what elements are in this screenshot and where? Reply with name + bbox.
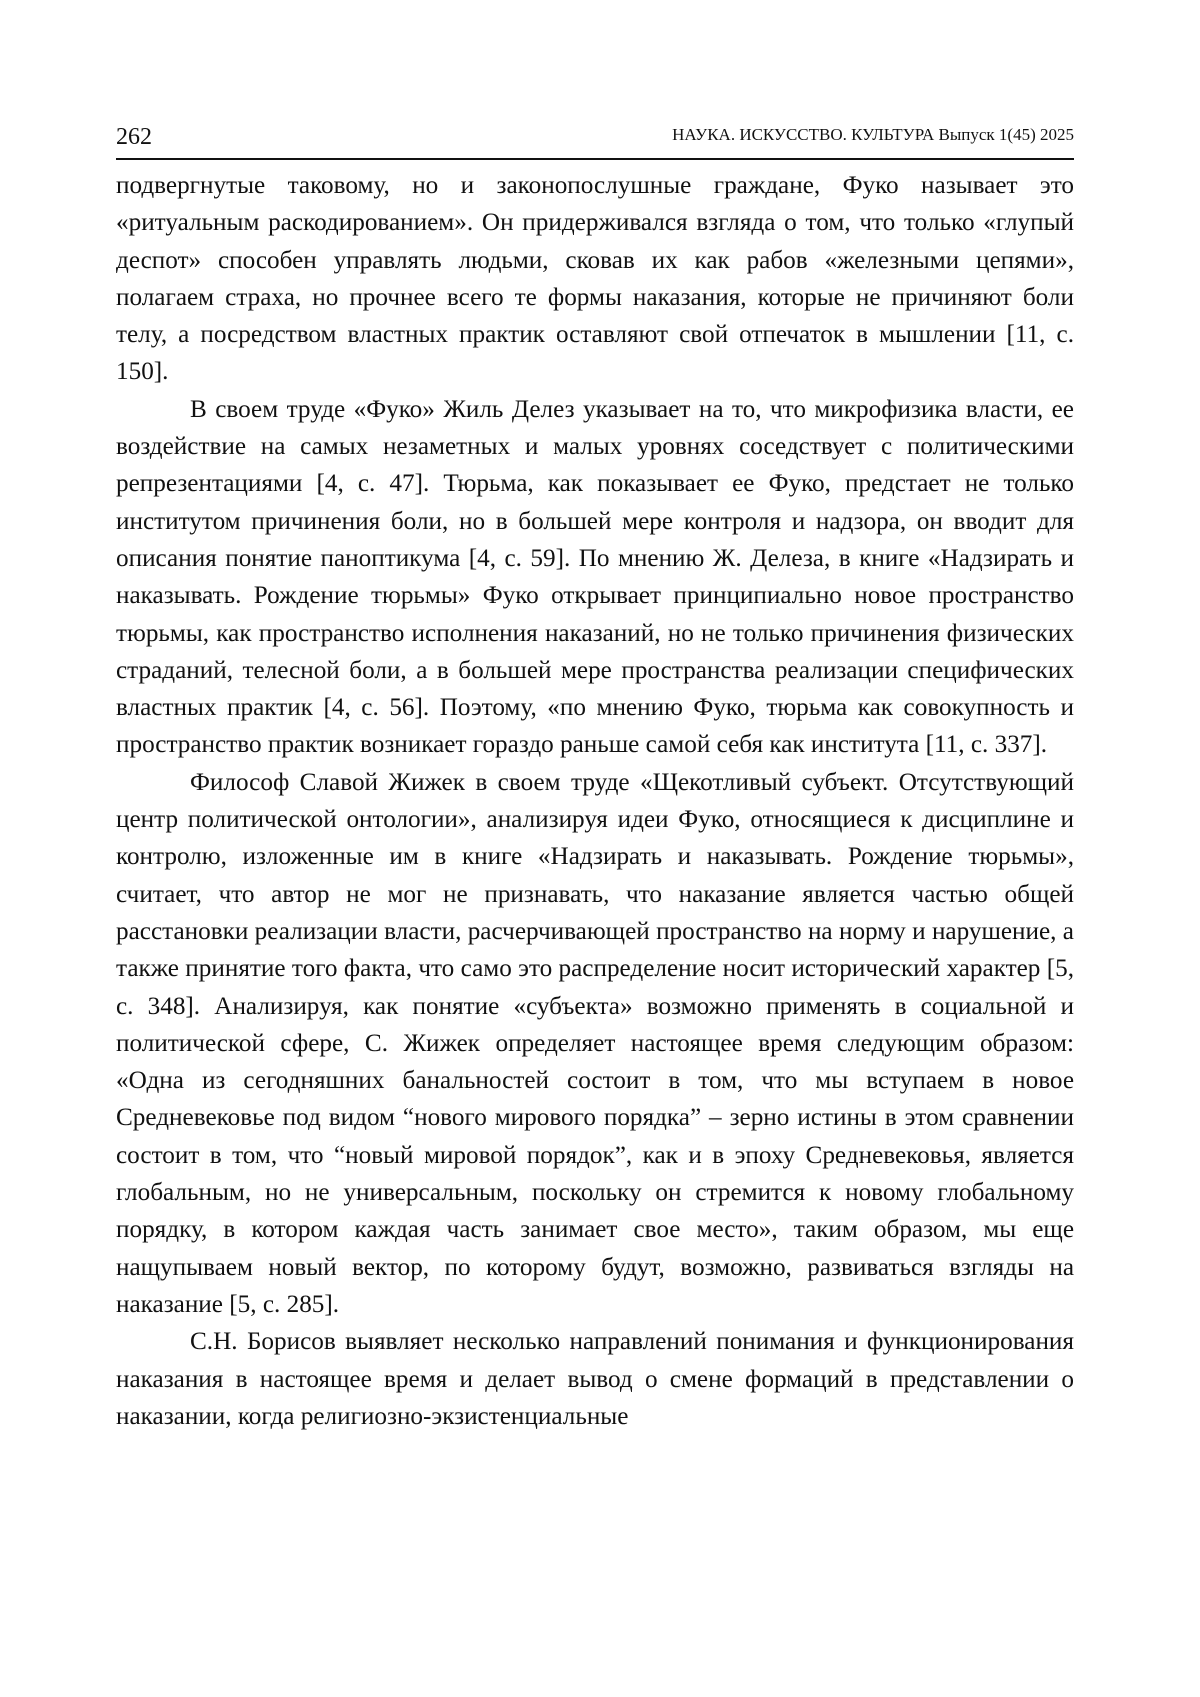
paragraph: В своем труде «Фуко» Жиль Делез указывает на то, что микрофизика власти, ее воздействие на самых незаметных и малых уровнях соседствует с политическими репрезентациями [4, с. 47]. Тюрьма, как показывает ее Фуко, предстает не только институтом причинения боли, но в большей мере контроля и надзора, он вводит для описания понятие паноптикума [4, с. 59]. По мнению Ж. Делеза, в книге «Надзирать и наказывать. Рождение тюрьмы» Фуко открывает принципиально новое пространство тюрьмы, как пространство исполнения наказаний, но не только причинения физических страданий, телесной боли, а в большей мере пространства реализации специфических властных практик [4, с. 56]. Поэтому, «по мнению Фуко, тюрьма как совокупность и пространство практик возникает гораздо раньше самой себя как института [11, с. 337]. bbox=[116, 395, 1074, 759]
page-number: 262 bbox=[116, 124, 152, 150]
paragraph: С.Н. Борисов выявляет несколько направлений понимания и функционирования наказания в настоящее время и делает вывод о смене формаций в представлении о наказании, когда религиозно-экзистенциальные bbox=[116, 1328, 1074, 1430]
paragraph: подвергнутые таковому, но и законопослушные граждане, Фуко называет это «ритуальным раскодированием». Он придерживался взгляда о том, что только «глупый деспот» способен управлять людьми, сковав их как рабов «железными цепями», полагаем страха, но прочнее всего те формы наказания, которые не причиняют боли телу, а посредством властных практик оставляют свой отпечаток в мышлении [11, с. 150]. bbox=[116, 172, 1074, 386]
journal-title: НАУКА. ИСКУССТВО. КУЛЬТУРА Выпуск 1(45) 2025 bbox=[672, 125, 1074, 144]
running-header bbox=[116, 118, 1074, 160]
article-body bbox=[116, 167, 1074, 1435]
paragraph: Философ Славой Жижек в своем труде «Щекотливый субъект. Отсутствующий центр политической онтологии», анализируя идеи Фуко, относящиеся к дисциплине и контролю, изложенные им в книге «Надзирать и наказывать. Рождение тюрьмы», считает, что автор не мог не признавать, что наказание является частью общей расстановки реализации власти, расчерчивающей пространство на норму и нарушение, а также принятие того факта, что само это распределение носит исторический характер [5, с. 348]. Анализируя, как понятие «субъекта» возможно применять в социальной и политической сфере, С. Жижек определяет настоящее время следующим образом: «Одна из сегодняшних банальностей состоит в том, что мы вступаем в новое Средневековье под видом “нового мирового порядка” – зерно истины в этом сравнении состоит в том, что “новый мировой порядок”, как и в эпоху Средневековья, является глобальным, но не универсальным, поскольку он стремится к новому глобальному порядку, в котором каждая часть занимает свое место», таким образом, мы еще нащупываем новый вектор, по которому будут, возможно, развиваться взгляды на наказание [5, с. 285]. bbox=[116, 768, 1074, 1318]
